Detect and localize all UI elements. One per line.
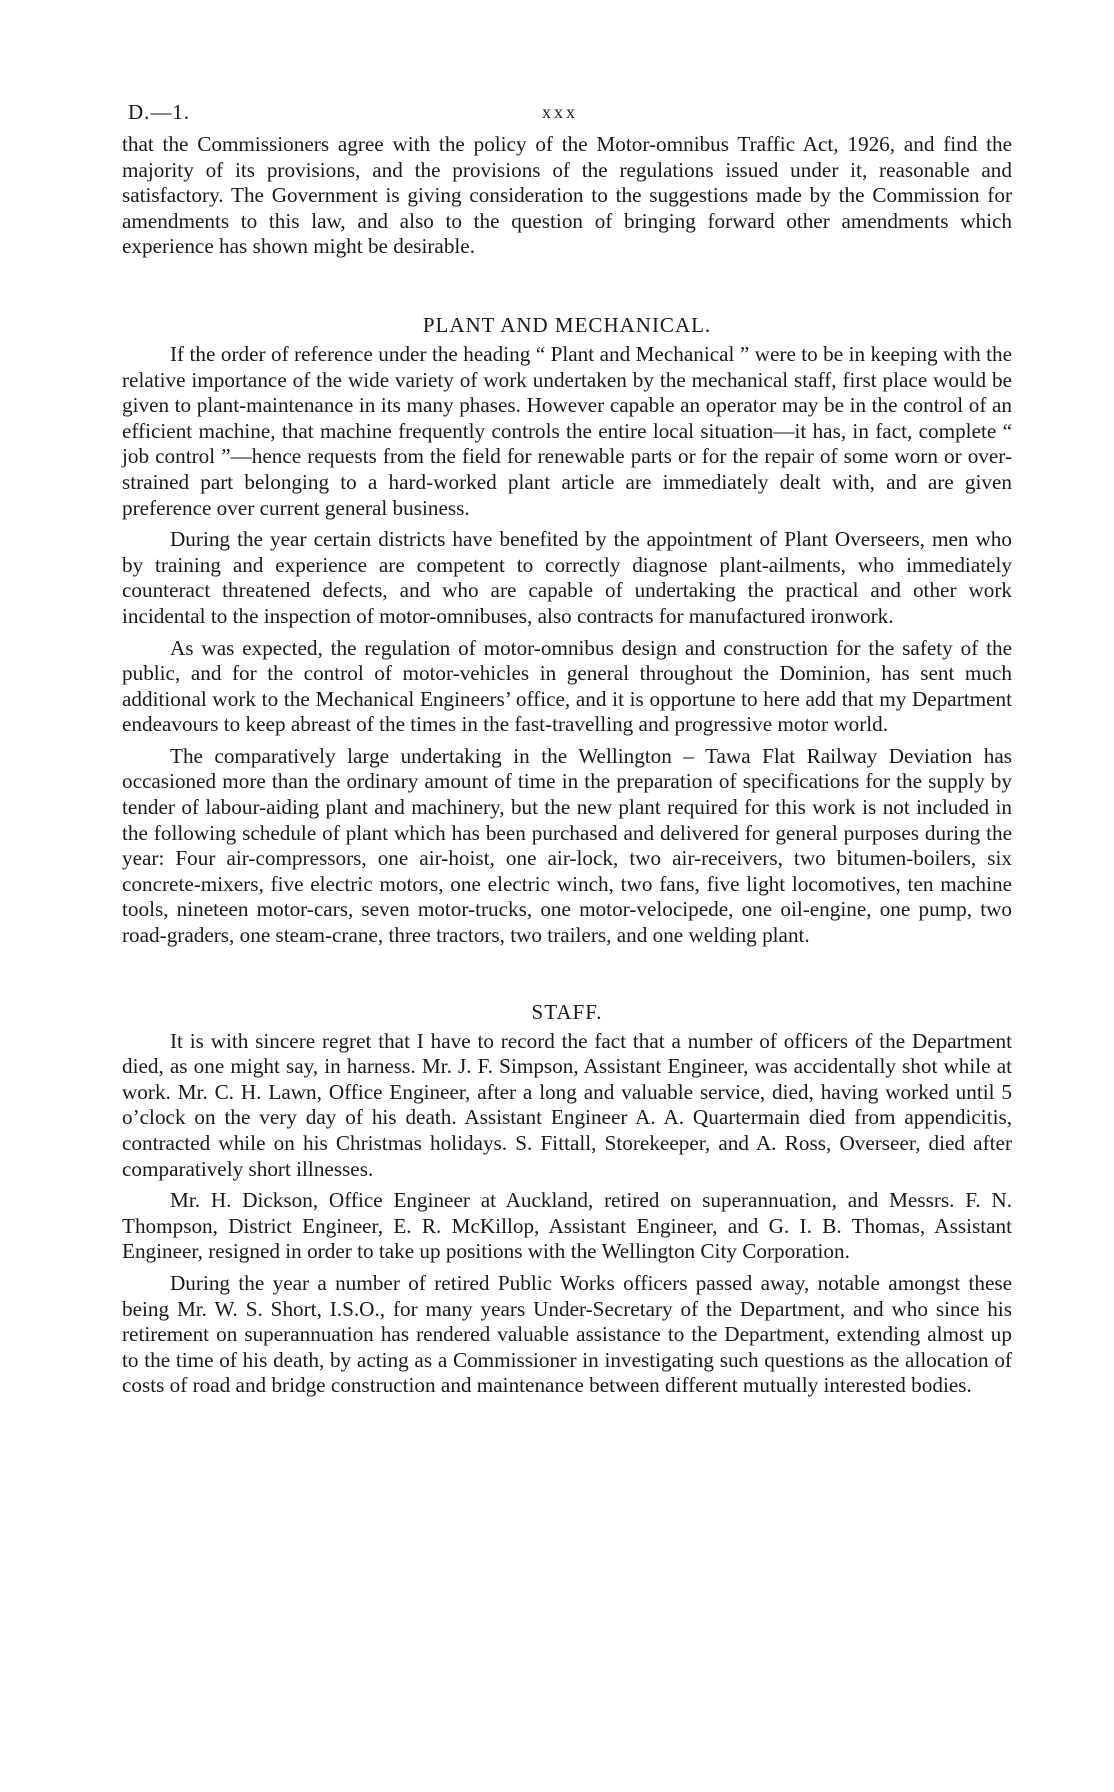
plant-paragraph: As was expected, the regulation of motor-omnibus design and construction for the safety of the public, and for the control of motor-vehicles in general throughout the Dominion, has sent much additional work to the Mechanical Engineers’ office, and it is opportune to here add that my Department endeavours to keep abreast of the times in the fast-travelling and progressive motor world. [122,635,1012,737]
section-heading-plant: PLANT AND MECHANICAL. [422,312,712,337]
page-number: xxx [542,102,578,122]
staff-paragraph: It is with sincere regret that I have to record the fact that a number of officers of the Department died, as one might say, in harness. Mr. J. F. Simpson, Assistant Engineer, was accidentally shot while at work. Mr. C. H. Lawn, Office Engineer, after a long and valuable service, died, having worked until 5 o’clock on the very day of his death. Assistant Engineer A. A. Quartermain died from appendicitis, contracted while on his Christmas holidays. S. Fittall, Storekeeper, and A. Ross, Overseer, died after comparatively short illnesses. [122,1028,1012,1181]
staff-paragraph: During the year a number of retired Public Works officers passed away, notable amongst these being Mr. W. S. Short, I.S.O., for many years Under-Secretary of the Department, and who since his retirement on superannuation has rendered valuable assistance to the Department, extending almost up to the time of his death, by acting as a Commissioner in investigating such questions as the allocation of costs of road and bridge construction and maintenance between different mutually interested bodies. [122,1270,1012,1398]
plant-paragraph: The comparatively large undertaking in the Wellington – Tawa Flat Railway Deviation has occasioned more than the ordinary amount of time in the preparation of specifications for the supply by tender of labour-aiding plant and machinery, but the new plant required for this work is not included in the following schedule of plant which has been purchased and delivered for general purposes during the year: Four air-compressors, one air-hoist, one air-lock, two air-receivers, two bitumen-boilers, six concrete-mixers, five electric motors, one electric winch, two fans, five light locomotives, ten machine tools, nineteen motor-cars, seven motor-trucks, one motor-velocipede, one oil-engine, one pump, two road-graders, one steam-crane, three tractors, two trailers, and one welding plant. [122,743,1012,948]
staff-paragraph: Mr. H. Dickson, Office Engineer at Auckland, retired on superannuation, and Messrs. F. N. Thompson, District Engineer, E. R. McKillop, Assistant Engineer, and G. I. B. Thomas, Assistant Engineer, resigned in order to take up positions with the Wellington City Corporation. [122,1188,1012,1264]
intro-paragraph: that the Commissioners agree with the policy of the Motor-omnibus Traffic Act, 1926, and find the majority of its provisions, and the provisions of the regulations issued under it, reasonable and satisfactory. The Government is giving consideration to the suggestions made by the Commission for amendments to this law, and also to the question of bringing forward other amendments which experience has shown might be desirable. [122,132,1012,259]
plant-paragraph: If the order of reference under the heading “ Plant and Mechanical ” were to be in keeping with the relative importance of the wide variety of work undertaken by the mechanical staff, first place would be given to plant-maintenance in its many phases. However capable an operator may be in the control of an efficient machine, that machine frequently controls the entire local situation—it has, in fact, complete “ job control ”—hence requests from the field for renewable parts or for the repair of some worn or over-strained part belonging to a hard-worked plant article are immediately dealt with, and are given preference over current general business. [122,341,1012,520]
plant-paragraph: During the year certain districts have benefited by the appointment of Plant Overseers, men who by training and experience are competent to correctly diagnose plant-ailments, who immediately counteract threatened defects, and who are capable of undertaking the practical and other work incidental to the inspection of motor-omnibuses, also contracts for manufactured ironwork. [122,527,1012,628]
running-header [122,100,1012,132]
section-heading-staff: STAFF. [531,999,603,1024]
document-reference: D.—1. [128,100,191,124]
document-page [122,100,1012,1399]
